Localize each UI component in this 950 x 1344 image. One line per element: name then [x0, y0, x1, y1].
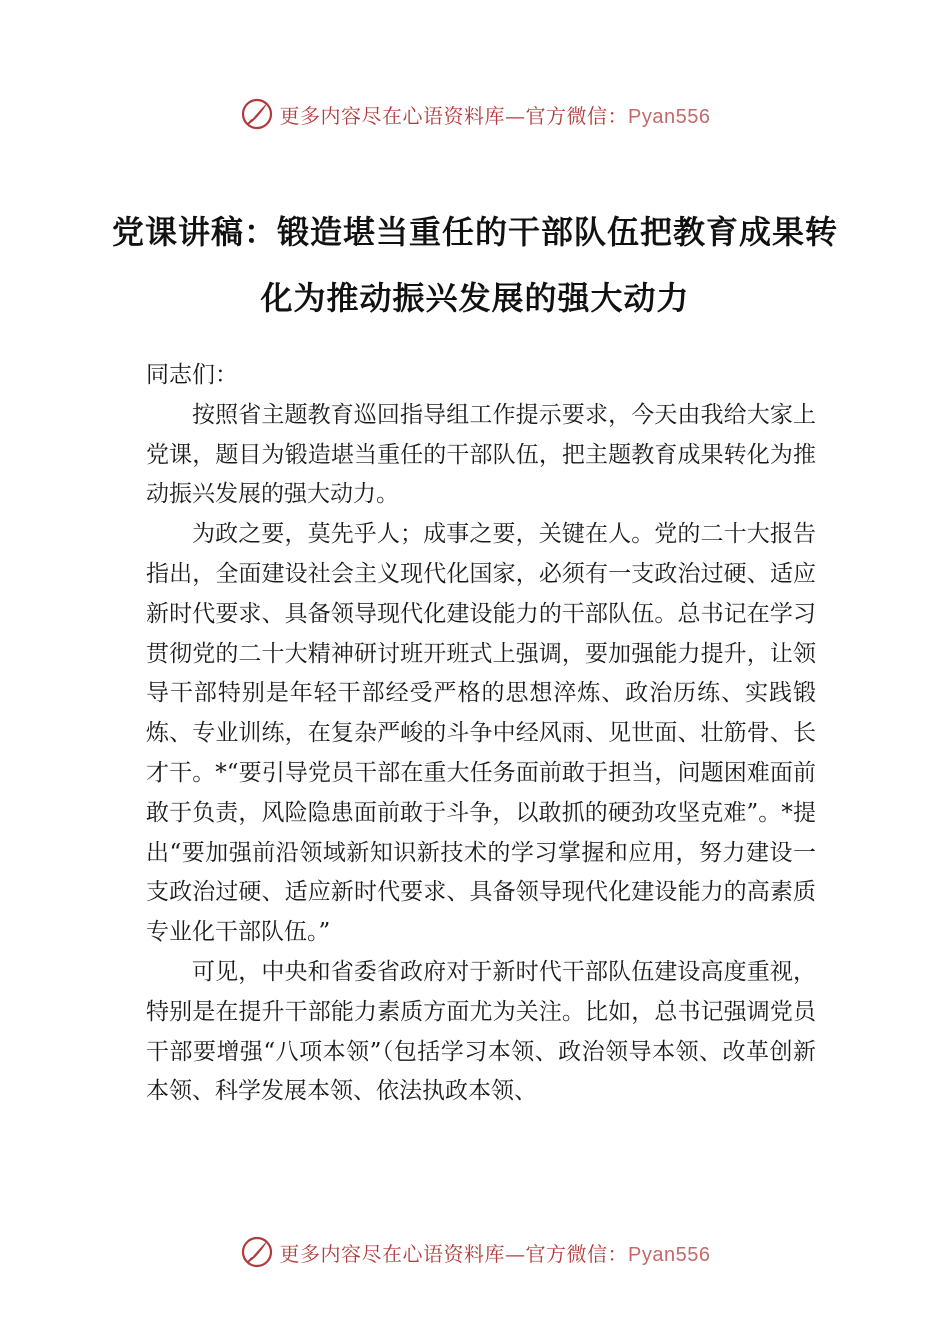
wechat-id: Pyan556 [628, 1243, 711, 1266]
paragraph: 为政之要，莫先乎人；成事之要，关键在人。党的二十大报告指出，全面建设社会主义现代化国家，必须有一支政治过硬、适应新时代要求、具备领导现代化建设能力的干部队伍。总书记在学习贯彻党的二十大精神研讨班开班式上强调，要加强能力提升，让领导干部特别是年轻干部经受严格的思想淬炼、政治历练、实践锻炼、专业训练，在复杂严峻的斗争中经风雨、见世面、壮筋骨、长才干。*“要引导党员干部在重大任务面前敢于担当，问题困难面前敢于负责，风险隐患面前敢于斗争，以敢抓的硬劲攻坚克难”。*提出“要加强前沿领域新知识新技术的学习掌握和应用，努力建设一支政治过硬、适应新时代要求、具备领导现代化建设能力的高素质专业化干部队伍。” [146, 521, 816, 946]
watermark-banner-top [0, 94, 950, 134]
document-title: 党课讲稿：锻造堪当重任的干部队伍把教育成果转化为推动振兴发展的强大动力 [111, 213, 838, 318]
document-body [146, 356, 816, 1112]
watermark-banner-bottom [0, 1232, 950, 1272]
quill-pen-logo-icon [240, 97, 274, 131]
paragraph: 按照省主题教育巡回指导组工作提示要求，今天由我给大家上党课，题目为锻造堪当重任的干部队伍，把主题教育成果转化为推动振兴发展的强大动力。 [146, 401, 816, 508]
wechat-id: Pyan556 [628, 105, 711, 128]
watermark-text: 更多内容尽在心语资料库—官方微信：Pyan556 [279, 1241, 711, 1266]
salutation: 同志们： [146, 362, 238, 388]
quill-pen-logo-icon [240, 1235, 274, 1269]
paragraph: 可见，中央和省委省政府对于新时代干部队伍建设高度重视，特别是在提升干部能力素质方面尤为关注。比如，总书记强调党员干部要增强“八项本领”（包括学习本领、政治领导本领、改革创新本领、科学发展本领、依法执政本领、 [146, 958, 816, 1105]
watermark-text: 更多内容尽在心语资料库—官方微信：Pyan556 [279, 103, 711, 128]
